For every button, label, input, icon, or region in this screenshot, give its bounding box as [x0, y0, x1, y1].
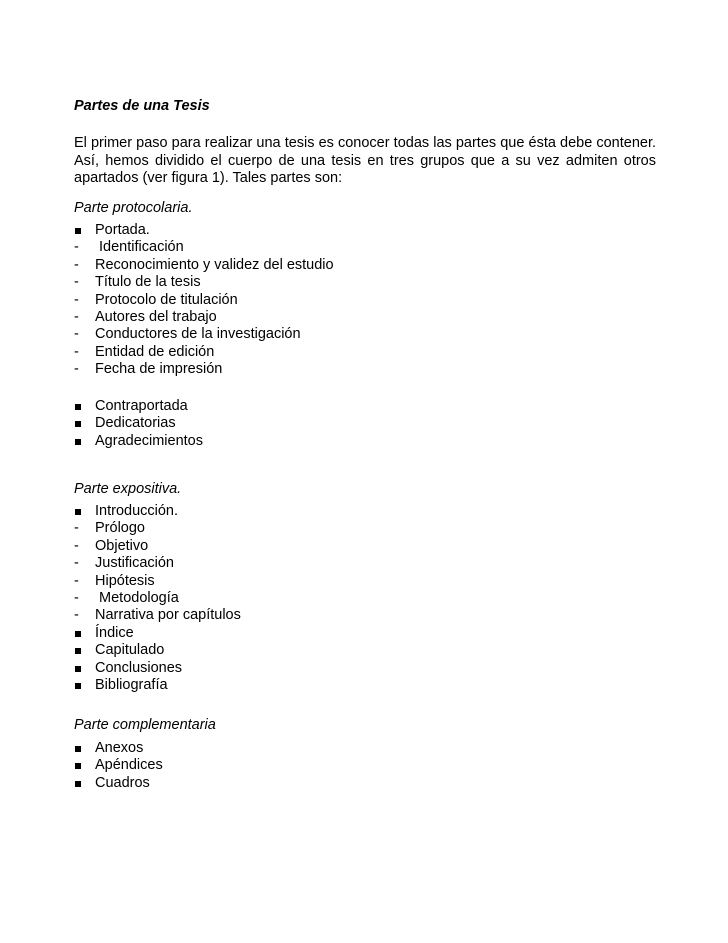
list-item-text: Capitulado — [95, 642, 165, 659]
dash-bullet-icon: - — [74, 607, 79, 624]
intro-paragraph — [74, 135, 656, 188]
square-bullet-icon — [75, 781, 81, 787]
square-bullet-icon — [75, 763, 81, 769]
list-item — [74, 740, 656, 757]
list-item-text: Contraportada — [95, 398, 188, 414]
list-item — [74, 555, 656, 572]
list-item — [74, 415, 656, 432]
list-item-text: Justificación — [95, 555, 174, 572]
square-bullet-icon — [75, 631, 81, 637]
list-item-text: Metodología — [95, 589, 179, 606]
square-bullet-icon — [75, 666, 81, 672]
list-item-text: Identificación — [95, 239, 184, 256]
dash-bullet-icon: - — [74, 361, 79, 378]
list-expositiva — [74, 503, 656, 694]
list-item — [74, 398, 656, 415]
dash-bullet-icon: - — [74, 291, 79, 308]
list-item — [74, 573, 656, 590]
list-item-text: Narrativa por capítulos — [95, 607, 241, 624]
list-item — [74, 326, 656, 343]
dash-bullet-icon: - — [74, 520, 79, 537]
list-item — [74, 642, 656, 659]
list-item-text: Autores del trabajo — [95, 308, 217, 325]
list-item — [74, 361, 656, 378]
list-item — [74, 257, 656, 274]
list-complementaria — [74, 740, 656, 792]
square-bullet-icon — [75, 509, 81, 515]
list-item — [74, 538, 656, 555]
list-item-text: Bibliografía — [95, 676, 168, 693]
list-item — [74, 344, 656, 361]
dash-bullet-icon: - — [74, 537, 79, 554]
dash-bullet-icon: - — [74, 326, 79, 343]
list-item-text: Reconocimiento y validez del estudio — [95, 256, 334, 273]
list-item — [74, 503, 656, 520]
list-item-text: Anexos — [95, 740, 144, 756]
square-bullet-icon — [75, 421, 81, 427]
list-item-text: Portada. — [95, 222, 150, 238]
list-item — [74, 292, 656, 309]
list-item — [74, 433, 656, 450]
list-item-text: Título de la tesis — [95, 274, 201, 291]
list-item-text: Índice — [95, 624, 134, 641]
list-item-text: Hipótesis — [95, 572, 155, 589]
square-bullet-icon — [75, 439, 81, 445]
list-item-text: Conclusiones — [95, 659, 183, 676]
list-item — [74, 222, 656, 239]
list-item-text: Apéndices — [95, 757, 163, 774]
list-item-text: Introducción. — [95, 503, 179, 519]
list-item-text: Dedicatorias — [95, 415, 176, 432]
list-item — [74, 274, 656, 291]
list-item — [74, 239, 656, 256]
list-item — [74, 757, 656, 774]
dash-bullet-icon: - — [74, 274, 79, 291]
intro-text: El primer paso para realizar una tesis es conocer todas las partes que ésta debe contener. Así, hemos dividido el cuerpo de una tesis en tres grupos que a su vez admiten otros apartados (ver figura 1). Tales partes son: — [74, 135, 656, 186]
square-bullet-icon — [75, 404, 81, 410]
list-item — [74, 677, 656, 694]
list-item-text: Protocolo de titulación — [95, 291, 238, 308]
dash-bullet-icon: - — [74, 589, 79, 606]
dash-bullet-icon: - — [74, 256, 79, 273]
section-heading-protocolaria: Parte protocolaria. — [74, 200, 193, 216]
list-item-text: Fecha de impresión — [95, 361, 223, 378]
list-item — [74, 607, 656, 624]
dash-bullet-icon: - — [74, 239, 79, 256]
list-item-text: Objetivo — [95, 537, 149, 554]
square-bullet-icon — [75, 228, 81, 234]
list-item — [74, 660, 656, 677]
section-heading-expositiva: Parte expositiva. — [74, 481, 182, 497]
list-item — [74, 775, 656, 792]
square-bullet-icon — [75, 648, 81, 654]
dash-bullet-icon: - — [74, 572, 79, 589]
square-bullet-icon — [75, 683, 81, 689]
list-item-text: Cuadros — [95, 774, 150, 791]
list-protocolaria-a — [74, 222, 656, 379]
dash-bullet-icon: - — [74, 555, 79, 572]
list-item-text: Conductores de la investigación — [95, 326, 301, 343]
list-item — [74, 309, 656, 326]
square-bullet-icon — [75, 746, 81, 752]
list-item-text: Entidad de edición — [95, 343, 215, 360]
list-protocolaria-b — [74, 398, 656, 450]
section-heading-complementaria: Parte complementaria — [74, 717, 216, 733]
list-item — [74, 520, 656, 537]
dash-bullet-icon: - — [74, 308, 79, 325]
dash-bullet-icon: - — [74, 343, 79, 360]
list-item — [74, 625, 656, 642]
list-item — [74, 590, 656, 607]
list-item-text: Prólogo — [95, 520, 145, 537]
document-title: Partes de una Tesis — [74, 98, 210, 114]
list-item-text: Agradecimientos — [95, 432, 203, 449]
